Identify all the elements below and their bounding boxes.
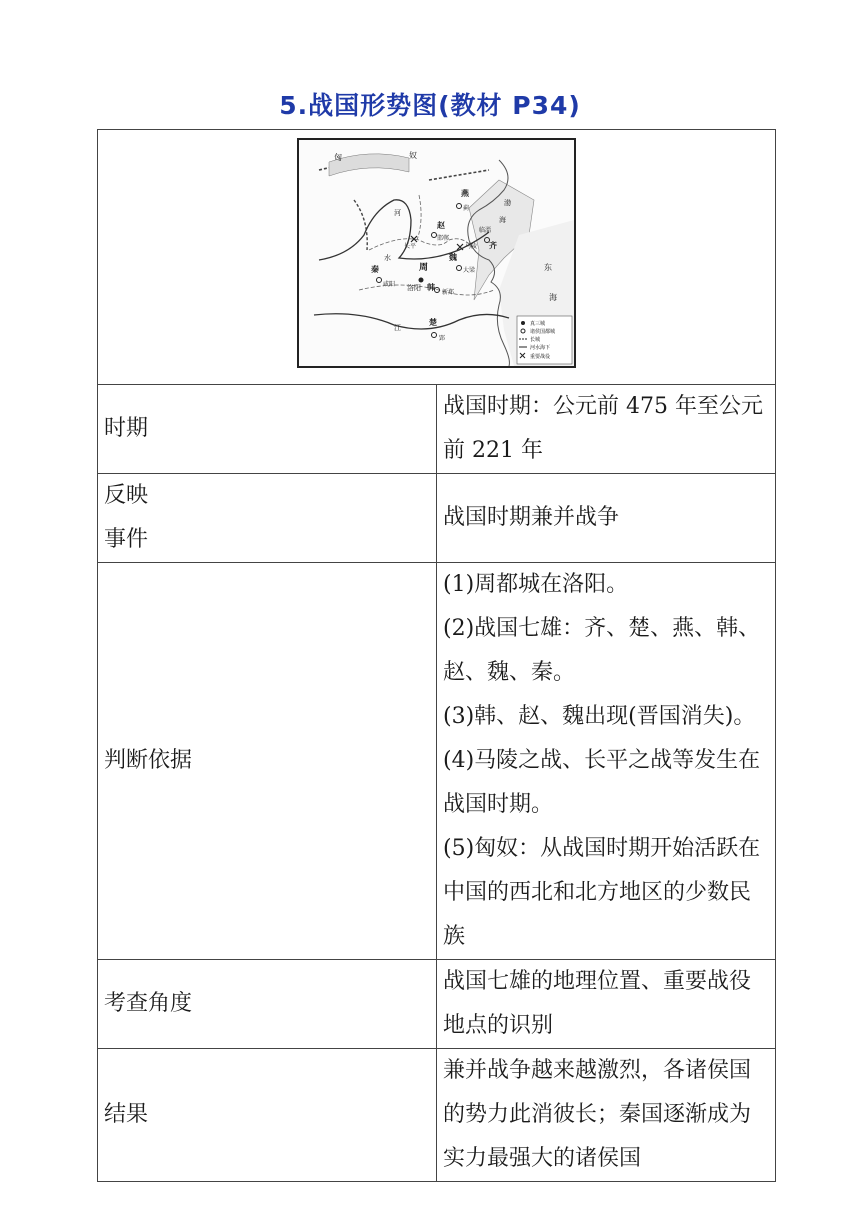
map-label-yan: 燕	[461, 189, 469, 198]
row-event	[98, 474, 776, 563]
map-label-hai2: 海	[549, 293, 557, 302]
row-angle	[98, 960, 776, 1049]
map-label-ying: 郢	[439, 335, 446, 342]
ying-capital-icon	[432, 333, 437, 338]
row-label: 反映 事件	[98, 474, 437, 563]
map-row	[98, 130, 776, 385]
ji-capital-icon	[457, 204, 462, 209]
map-label-shui: 水	[384, 254, 391, 262]
row-result	[98, 1049, 776, 1182]
legend-item-3: 长城	[530, 337, 541, 343]
row-label: 时期	[98, 385, 437, 474]
legend-item-1: 真三城	[530, 321, 546, 327]
paragraph: 战国时期：公元前 475 年至公元前 221 年	[443, 394, 763, 463]
paragraph: (3)韩、赵、魏出现(晋国消失)。	[443, 704, 756, 729]
legend-item-4: 河水海下	[530, 345, 551, 351]
map-label-zhou: 周	[419, 263, 429, 273]
map-label-qin: 秦	[371, 265, 379, 274]
luoyang-capital-icon	[419, 278, 424, 283]
paragraph: (5)匈奴：从战国时期开始活跃在中国的西北和北方地区的少数民族	[443, 836, 761, 949]
map-label-daliang: 大梁	[463, 267, 476, 274]
page-title: 5.战国形势图(教材 P34)	[279, 91, 581, 120]
row-basis	[98, 563, 776, 960]
paragraph: (4)马陵之战、长平之战等发生在战国时期。	[443, 748, 761, 817]
row-content	[437, 563, 776, 960]
map-label-han: 韩	[427, 283, 435, 292]
yangtze-river	[314, 314, 509, 329]
great-wall-yan	[429, 170, 489, 180]
paragraph: 战国时期兼并战争	[443, 505, 620, 530]
daliang-capital-icon	[457, 266, 462, 271]
map-label-bo: 渤	[504, 199, 511, 207]
map-svg	[299, 140, 574, 366]
map-legend	[517, 316, 572, 364]
map-label-xianyang: 咸阳	[383, 281, 396, 288]
map-label-xiongnu-1: 匈	[334, 153, 342, 162]
map-cell	[98, 130, 776, 385]
map-label-handan: 邯郸	[437, 235, 450, 242]
map-label-zhao: 赵	[437, 221, 445, 230]
paragraph: 兼并战争越来越激烈，各诸侯国的势力此消彼长；秦国逐渐成为实力最强大的诸侯国	[443, 1058, 752, 1171]
row-label: 考查角度	[98, 960, 437, 1049]
row-content	[437, 385, 776, 474]
paragraph: (1)周都城在洛阳。	[443, 572, 629, 597]
map-label-dong: 东	[544, 263, 552, 272]
warring-states-map	[297, 138, 576, 368]
info-table	[97, 129, 776, 1182]
map-label-he: 河	[394, 209, 401, 217]
map-label-ji: 蓟	[463, 205, 470, 212]
map-label-qi: 齐	[489, 241, 497, 250]
map-label-changping: 长平	[404, 243, 417, 250]
legend-item-5: 重要战役	[530, 354, 551, 360]
map-label-xiongnu-2: 奴	[409, 151, 417, 160]
map-label-luoyang: 洛阳	[407, 284, 421, 292]
handan-capital-icon	[432, 233, 437, 238]
paragraph: (2)战国七雄：齐、楚、燕、韩、赵、魏、秦。	[443, 616, 761, 685]
xianyang-capital-icon	[377, 278, 382, 283]
map-label-wei: 魏	[449, 253, 457, 262]
great-wall-qin	[354, 200, 367, 250]
row-content	[437, 1049, 776, 1182]
legend-item-2: 诸侯国都城	[530, 329, 556, 335]
border-line-3	[417, 195, 421, 240]
row-period	[98, 385, 776, 474]
map-label-chu: 楚	[429, 318, 437, 327]
map-label-xinzheng: 新郑	[442, 289, 455, 296]
map-label-jiang: 江	[394, 324, 401, 332]
map-label-maling: 马陵	[465, 243, 478, 250]
paragraph: 战国七雄的地理位置、重要战役地点的识别	[443, 969, 752, 1038]
map-label-linzi: 临淄	[479, 227, 492, 234]
map-label-hai: 海	[499, 216, 506, 224]
row-label: 判断依据	[98, 563, 437, 960]
row-label: 结果	[98, 1049, 437, 1182]
row-content	[437, 474, 776, 563]
row-content	[437, 960, 776, 1049]
